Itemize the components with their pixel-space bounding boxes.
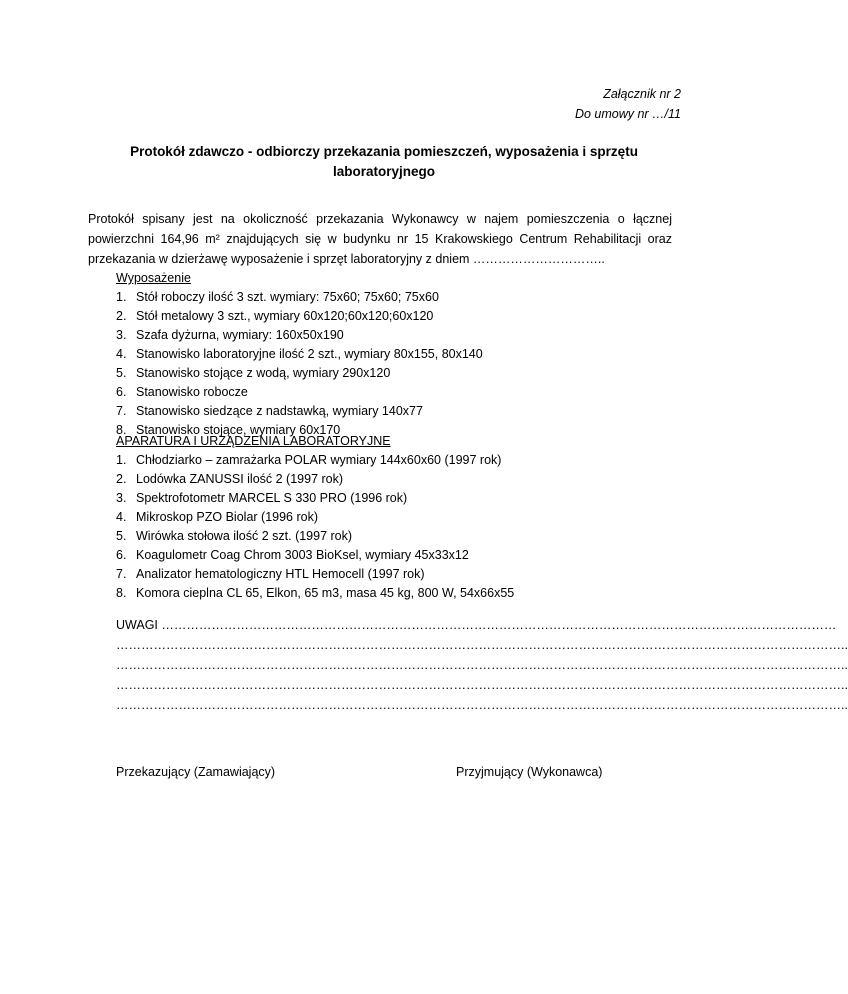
item-number: 1. [116, 453, 127, 467]
item-text: Stół roboczy ilość 3 szt. wymiary: 75x60; 75x60; 75x60 [136, 290, 439, 304]
apparatus-heading: APARATURA I URZĄDZENIA LABORATORYJNE [116, 434, 391, 448]
list-item [116, 307, 483, 326]
apparatus-section [116, 432, 514, 603]
notes-label: UWAGI ……………………………………………………………………………………………………………………………………………… [116, 618, 837, 632]
list-item [116, 565, 514, 584]
equipment-list [116, 288, 483, 440]
notes-line: ………………………………………………………………………………………………………………………………………………………….. [116, 638, 848, 652]
list-item [116, 451, 514, 470]
item-text: Stół metalowy 3 szt., wymiary 60x120;60x120;60x120 [136, 309, 434, 323]
notes-line: ………………………………………………………………………………………………………………………………………………………….. [116, 698, 848, 712]
signature-left: Przekazujący (Zamawiający) [116, 765, 276, 779]
item-number: 7. [116, 404, 127, 418]
item-text: Wirówka stołowa ilość 2 szt. (1997 rok) [136, 529, 353, 543]
item-text: Stanowisko stojące, wymiary 60x170 [136, 423, 341, 437]
item-number: 1. [116, 290, 127, 304]
item-text: Analizator hematologiczny HTL Hemocell (1997 rok) [136, 567, 425, 581]
list-item [116, 364, 483, 383]
list-item [116, 345, 483, 364]
signature-right: Przyjmujący (Wykonawca) [456, 765, 603, 779]
annex-number: Załącznik nr 2 [603, 87, 681, 101]
list-item [116, 527, 514, 546]
item-text: Spektrofotometr MARCEL S 330 PRO (1996 rok) [136, 491, 408, 505]
item-text: Stanowisko stojące z wodą, wymiary 290x120 [136, 366, 391, 380]
apparatus-list [116, 451, 514, 603]
list-item [116, 402, 483, 421]
contract-reference: Do umowy nr …/11 [574, 107, 681, 121]
list-item [116, 584, 514, 603]
item-number: 3. [116, 328, 127, 342]
item-number: 8. [116, 586, 127, 600]
intro-paragraph: Protokół spisany jest na okoliczność przekazania Wykonawcy w najem pomieszczenia o łącznej powierzchni 164,96 m² znajdujących się w budynku nr 15 Krakowskiego Centrum Rehabilitacji oraz przekazania w dzierżawę wyposażenie i sprzęt laboratoryjny z dniem ………………………….. [88, 212, 672, 266]
item-number: 2. [116, 309, 127, 323]
item-number: 5. [116, 529, 127, 543]
item-text: Stanowisko robocze [136, 385, 248, 399]
annex-header [575, 84, 681, 124]
item-text: Chłodziarko – zamrażarka POLAR wymiary 144x60x60 (1997 rok) [136, 453, 502, 467]
list-item [116, 489, 514, 508]
list-item [116, 326, 483, 345]
item-number: 2. [116, 472, 127, 486]
item-text: Koagulometr Coag Chrom 3003 BioKsel, wymiary 45x33x12 [136, 548, 469, 562]
list-item [116, 383, 483, 402]
item-text: Stanowisko siedzące z nadstawką, wymiary 140x77 [136, 404, 423, 418]
item-number: 6. [116, 548, 127, 562]
list-item [116, 546, 514, 565]
item-text: Lodówka ZANUSSI ilość 2 (1997 rok) [136, 472, 344, 486]
list-item [116, 508, 514, 527]
item-number: 4. [116, 347, 127, 361]
notes-line: ………………………………………………………………………………………………………………………………………………………….. [116, 658, 848, 672]
item-number: 6. [116, 385, 127, 399]
item-number: 8. [116, 423, 127, 437]
notes-line: ………………………………………………………………………………………………………………………………………………………….. [116, 678, 848, 692]
item-number: 5. [116, 366, 127, 380]
notes-section [116, 615, 848, 715]
item-text: Mikroskop PZO Biolar (1996 rok) [136, 510, 319, 524]
item-text: Komora cieplna CL 65, Elkon, 65 m3, masa 45 kg, 800 W, 54x66x55 [136, 586, 515, 600]
list-item [116, 288, 483, 307]
item-number: 7. [116, 567, 127, 581]
item-number: 4. [116, 510, 127, 524]
item-text: Stanowisko laboratoryjne ilość 2 szt., wymiary 80x155, 80x140 [136, 347, 483, 361]
item-number: 3. [116, 491, 127, 505]
list-item [116, 470, 514, 489]
equipment-heading: Wyposażenie [116, 271, 191, 285]
document-title: Protokół zdawczo - odbiorczy przekazania pomieszczeń, wyposażenia i sprzętu laboratoryjnego [130, 144, 638, 179]
equipment-section [116, 269, 483, 440]
item-text: Szafa dyżurna, wymiary: 160x50x190 [136, 328, 344, 342]
